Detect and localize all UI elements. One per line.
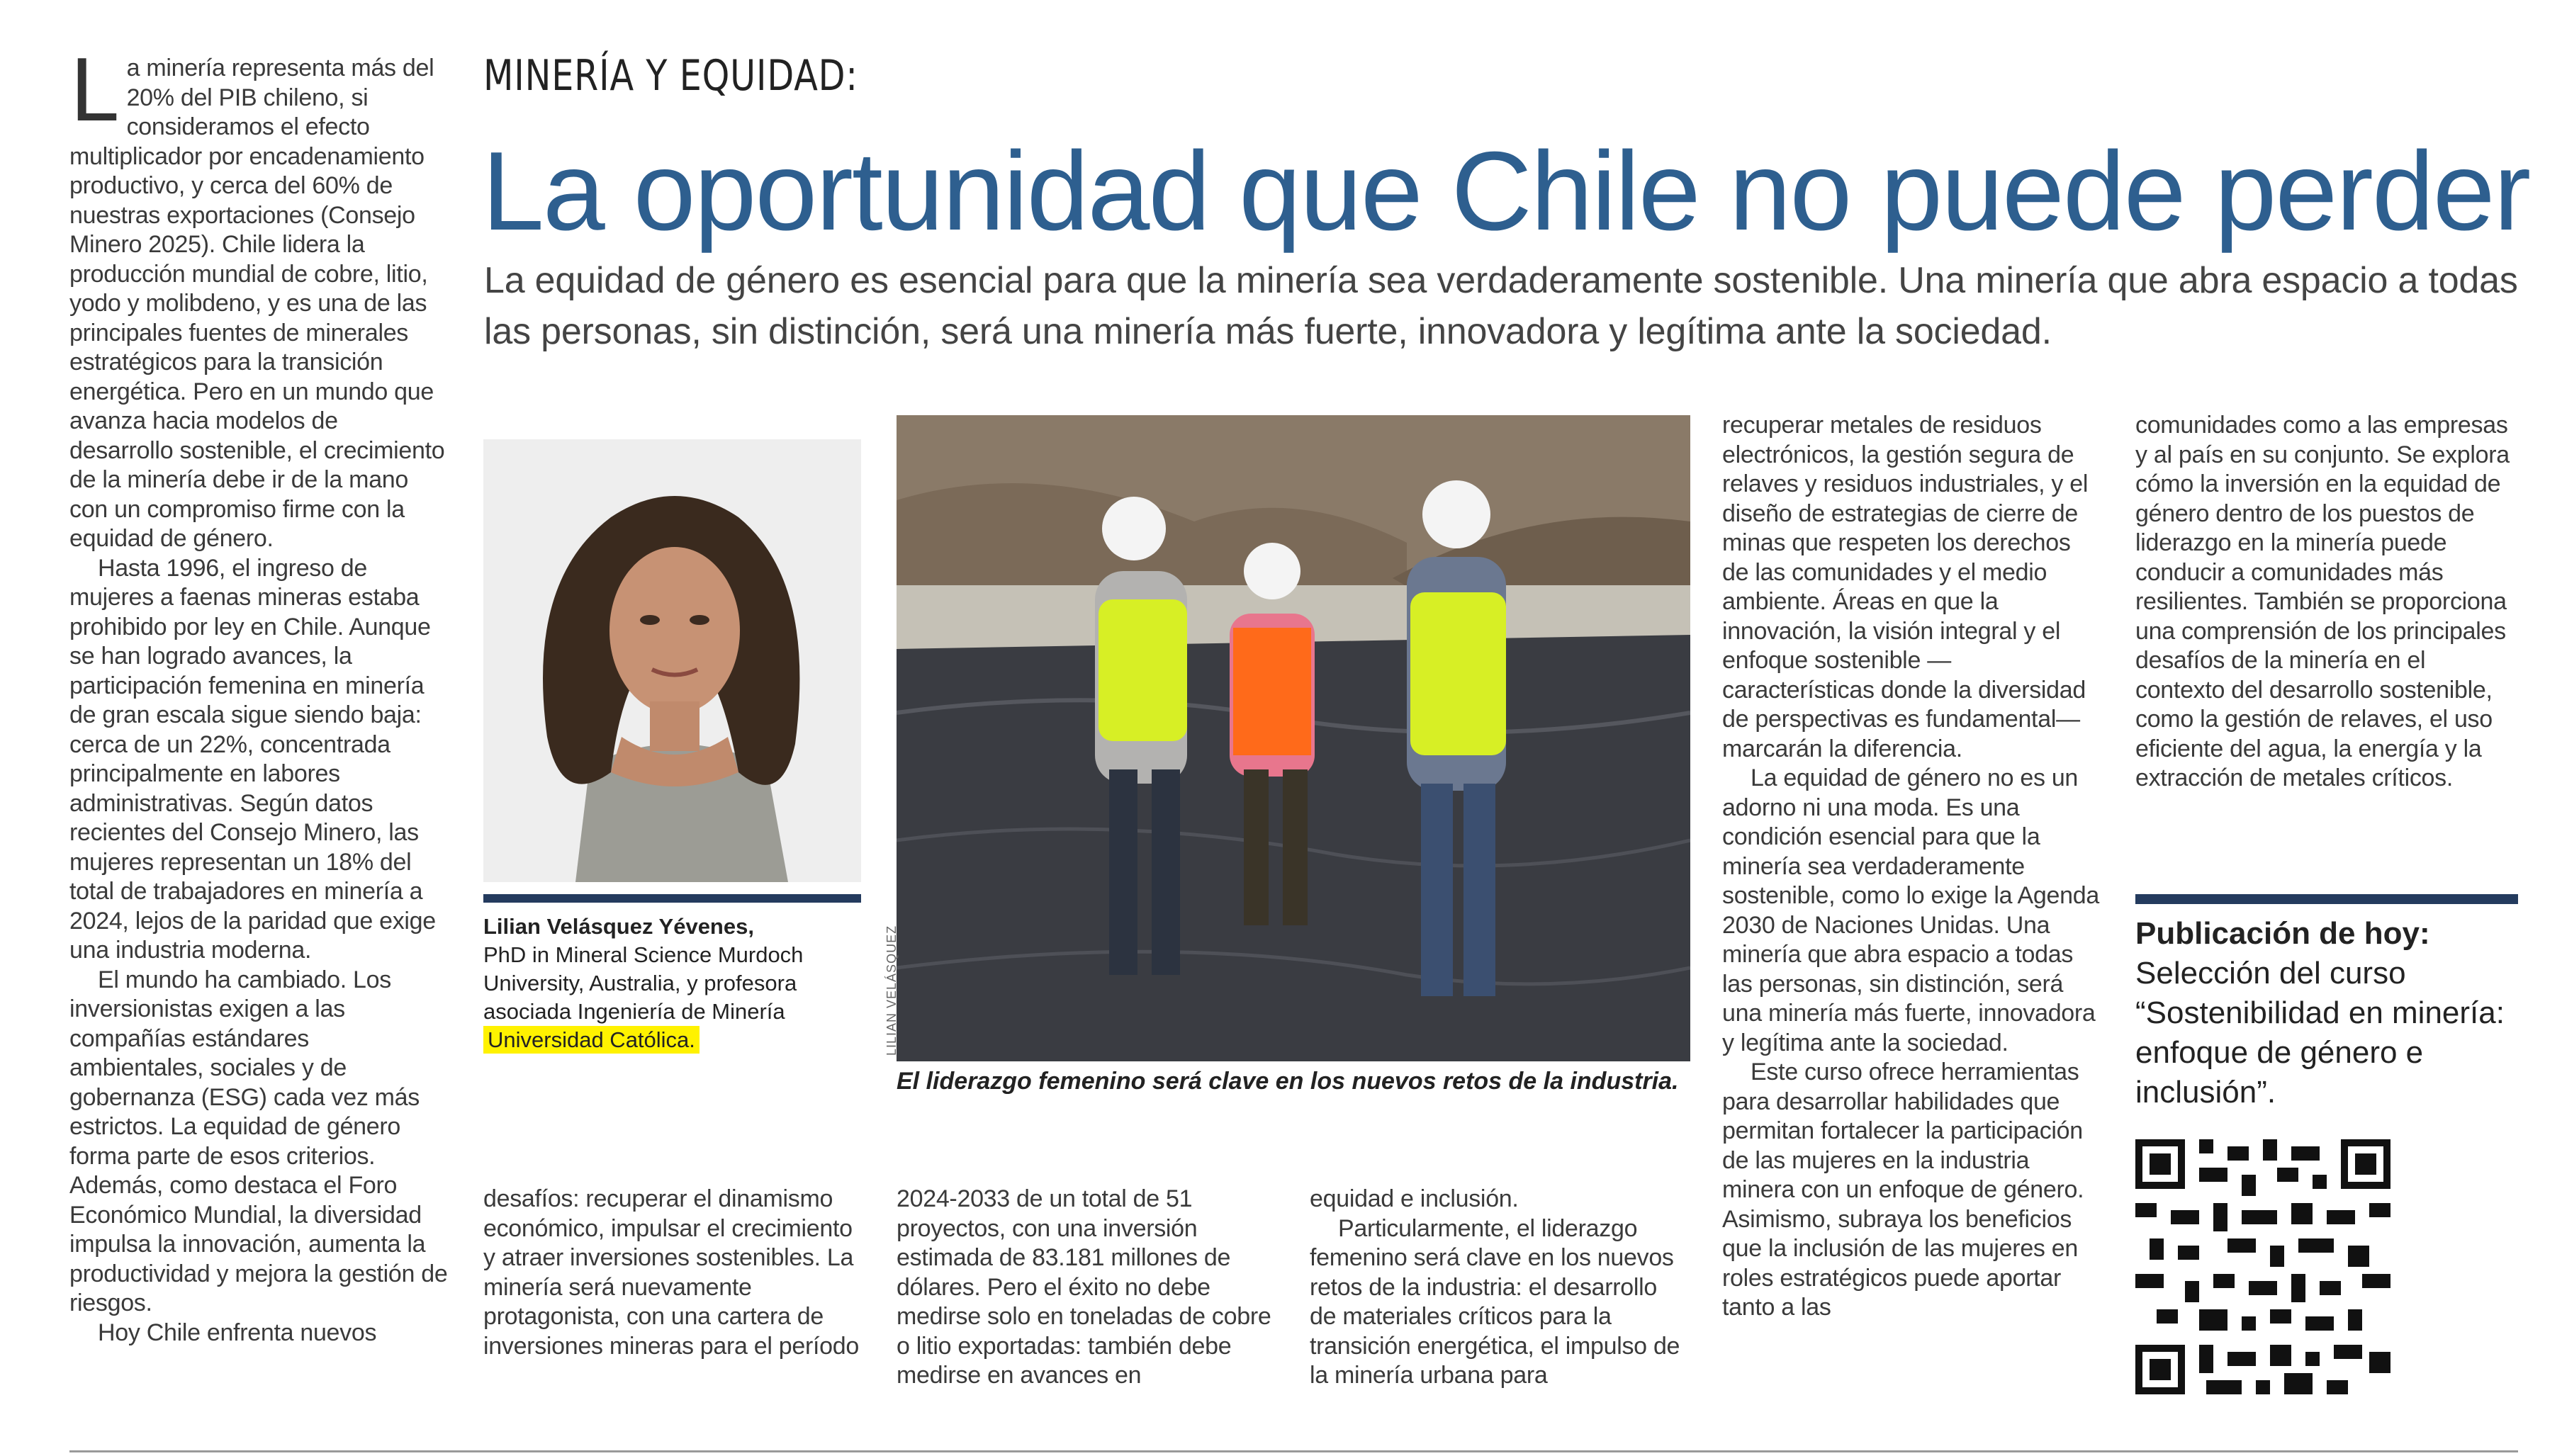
publication-box — [2135, 914, 2518, 1112]
column-1 — [69, 43, 448, 1348]
col4-paragraph-2: Particularmente, el liderazgo femenino será clave en los nuevos retos de la industria: el desarrollo de materiales críticos para la transición energética, el impulso de la minería urbana para — [1310, 1214, 1680, 1389]
col5-paragraph-3: Este curso ofrece herramientas para desarrollar habilidades que permitan fortalecer la participación de las mujeres en la industria minera con un enfoque de género. Asimismo, subraya los beneficios que la inclusión de las mujeres en roles estratégicos puede aportar tanto a las — [1722, 1059, 2084, 1321]
qr-code-icon — [2135, 1139, 2390, 1394]
photo-credit: LILIAN VELÁSQUEZ — [884, 925, 899, 1056]
col6-paragraph: comunidades como a las empresas y al país en su conjunto. Se explora cómo la inversión en la equidad de género dentro de los puestos de liderazgo en la minería puede conducir a comunidades más resilientes. También se proporciona una comprensión de los principales desafíos de la minería en el contexto del desarrollo sostenible, como la gestión de relaves, el uso eficiente del agua, la energía y la extracción de metales críticos. — [2135, 412, 2510, 791]
qr-code[interactable] — [2135, 1139, 2390, 1394]
kicker: MINERÍA Y EQUIDAD: — [483, 51, 858, 101]
main-photo — [897, 415, 1690, 1061]
column-6 — [2135, 411, 2518, 794]
author-name: Lilian Velásquez Yévenes, — [483, 914, 754, 939]
lede: La equidad de género es esencial para que la minería sea verdaderamente sostenible. Una minería que abra espacio a todas las personas, sin distinción, será una minería más fuerte, innovadora y legítima ante la sociedad. — [484, 260, 2518, 352]
author-caption — [483, 913, 866, 1054]
col5-paragraph-2: La equidad de género no es un adorno ni una moda. Es una condición esencial para que la minería sea verdaderamente sostenible, como lo exige la Agenda 2030 de Naciones Unidas. Una minería que abra espacio a todas las personas, sin distinción, será una minería más fuerte, innovadora y legítima ante la sociedad. — [1722, 764, 2099, 1056]
portrait-image — [483, 439, 861, 882]
col3-paragraph: 2024-2033 de un total de 51 proyectos, con una inversión estimada de 83.181 millones de dólares. Pero el éxito no debe medirse solo en toneladas de cobre o litio exportadas: también debe medirse en avances en — [897, 1185, 1271, 1389]
publication-title: Publicación de hoy: — [2135, 916, 2430, 951]
author-portrait — [483, 439, 861, 882]
author-credentials: PhD in Mineral Science Murdoch University, Australia, y profesora asociada Ingeniería de Minería — [483, 942, 804, 1024]
author-affiliation: Universidad Católica. — [483, 1026, 700, 1054]
portrait-rule — [483, 894, 861, 903]
col5-paragraph-1: recuperar metales de residuos electrónicos, la gestión segura de relaves y residuos industriales, y el diseño de estrategias de cierre de minas que respeten los derechos de las comunidades y el medio ambiente. Áreas en que la innovación, la visión integral y el enfoque sostenible —características donde la diversidad de perspectivas es fundamental— marcarán la diferencia. — [1722, 412, 2089, 762]
bottom-rule — [69, 1450, 2518, 1452]
column-3-bottom — [897, 1185, 1275, 1391]
column-5 — [1722, 411, 2101, 1323]
column-4-bottom — [1310, 1185, 1688, 1391]
column-2-bottom — [483, 1185, 862, 1361]
drop-cap: L — [69, 43, 117, 141]
col2-paragraph: desafíos: recuperar el dinamismo económico, impulsar el crecimiento y atraer inversiones sostenibles. La minería será nuevamente protagonista, con una cartera de inversiones mineras para el período — [483, 1185, 860, 1360]
photo-caption: El liderazgo femenino será clave en los nuevos retos de la industria. — [897, 1068, 1679, 1095]
mine-site-image — [897, 415, 1690, 1061]
publication-body: Selección del curso “Sostenibilidad en minería: enfoque de género e inclusión”. — [2135, 956, 2505, 1110]
publication-rule — [2135, 894, 2518, 904]
col4-paragraph-1: equidad e inclusión. — [1310, 1185, 1519, 1212]
col1-paragraph-2: Hasta 1996, el ingreso de mujeres a faenas mineras estaba prohibido por ley en Chile. Aunque se han logrado avances, la participación femenina en minería de gran escala sigue siendo baja: cerca de un 22%, concentrada principalmente en labores administrativas. Según datos recientes del Consejo Minero, las mujeres representan un 18% del total de trabajadores en minería a 2024, lejos de la paridad que exige una industria moderna. — [69, 554, 436, 964]
col1-paragraph-3: El mundo ha cambiado. Los inversionistas exigen a las compañías estándares ambientales, sociales y de gobernanza (ESG) cada vez más estrictos. La equidad de género forma parte de esos criterios. Además, como destaca el Foro Económico Mundial, la diversidad impulsa la innovación, aumenta la productividad y mejora la gestión de riesgos. — [69, 966, 448, 1316]
col1-paragraph-4: Hoy Chile enfrenta nuevos — [98, 1319, 377, 1346]
col1-paragraph-1: a minería representa más del 20% del PIB chileno, si consideramos el efecto multiplicador por encadenamiento productivo, y cerca del 60% de nuestras exportaciones (Consejo Minero 2025). Chile lidera la producción mundial de cobre, litio, yodo y molibdeno, y es una de las principales fuentes de minerales estratégicos para la transición energética. Pero en un mundo que avanza hacia modelos de desarrollo sostenible, el crecimiento de la minería debe ir de la mano con un compromiso firme con la equidad de género. — [69, 55, 445, 552]
headline: La oportunidad que Chile no puede perder — [482, 129, 2530, 254]
